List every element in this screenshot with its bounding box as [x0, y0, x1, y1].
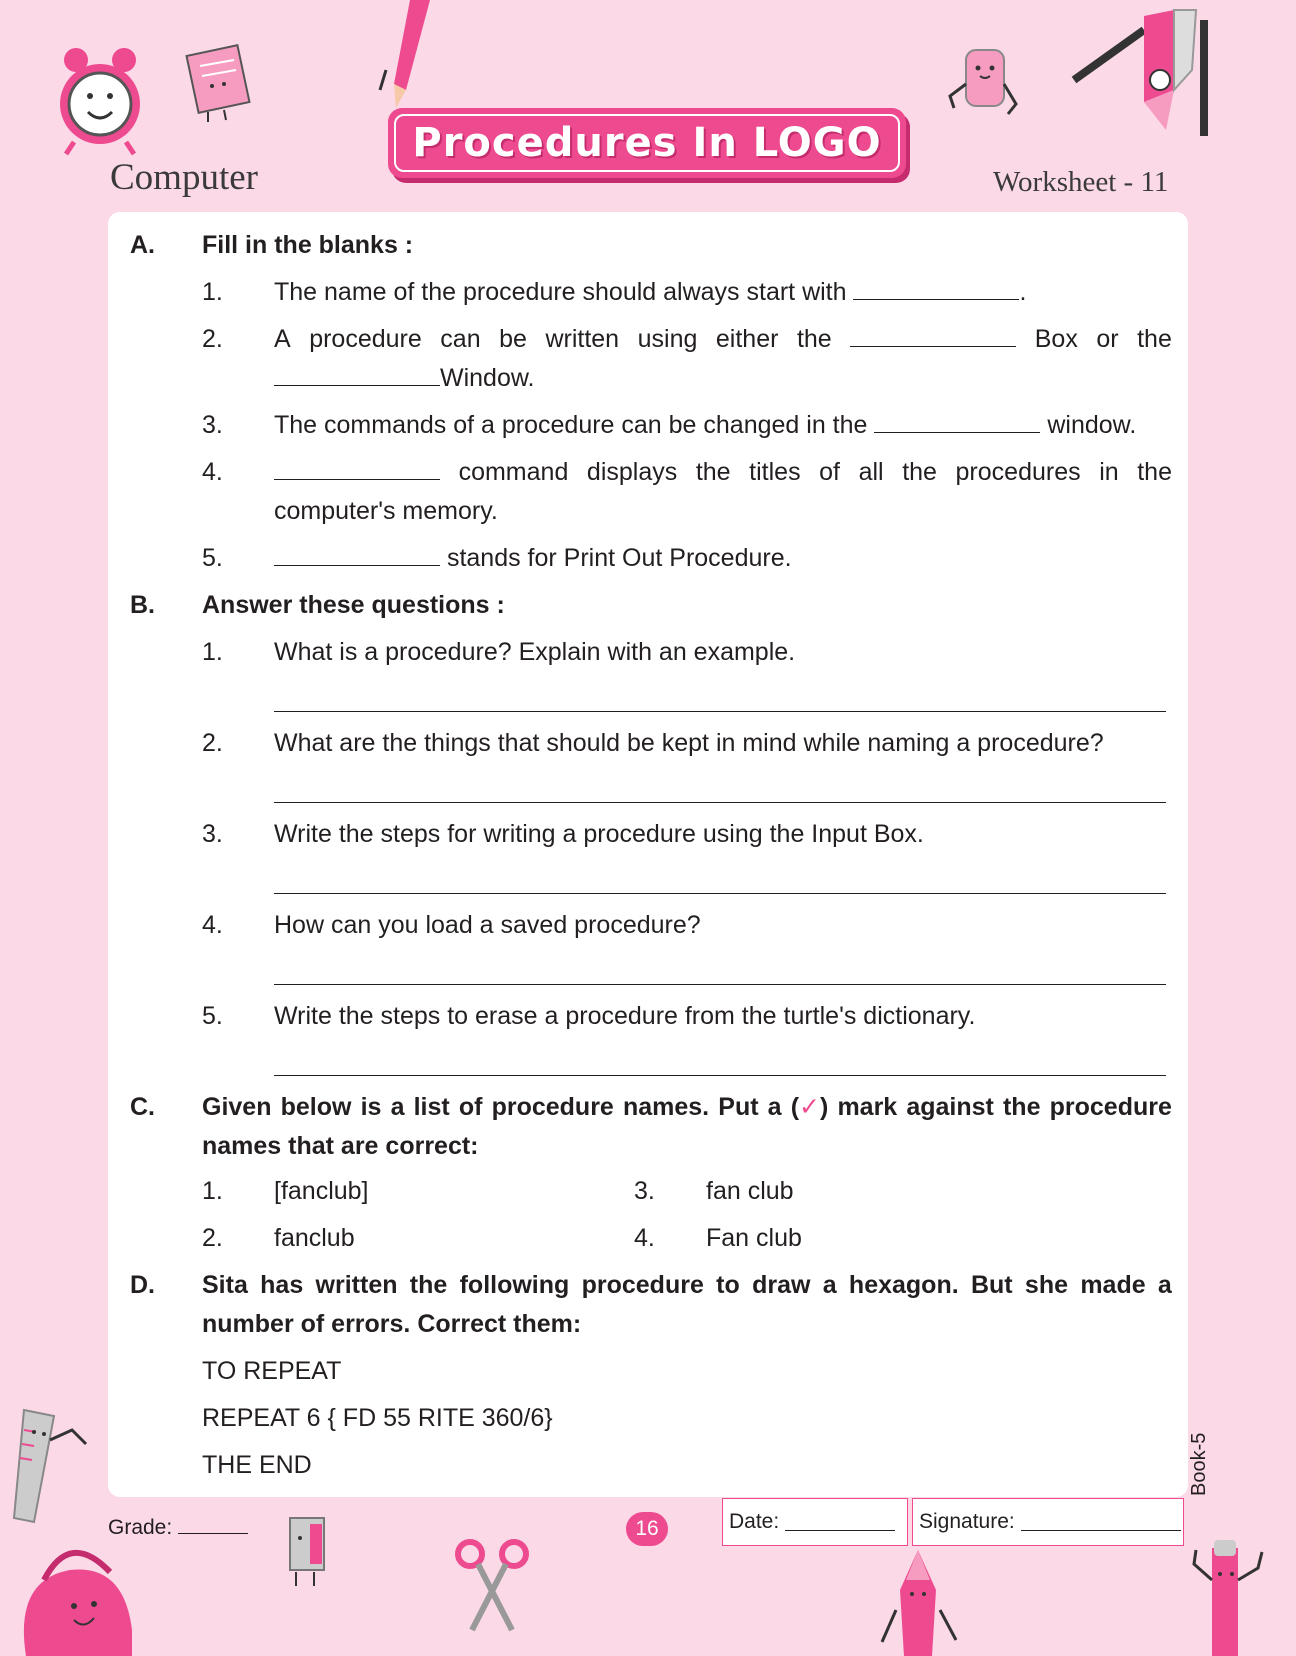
b-q5-answer-line[interactable]	[274, 1075, 1166, 1076]
notepad-icon	[178, 46, 258, 126]
eraser-icon	[944, 44, 1024, 124]
c-option-2-num: 2.	[202, 1224, 223, 1252]
word: be	[499, 325, 527, 353]
alarm-clock-icon	[54, 46, 144, 156]
b-q1-text: What is a procedure? Explain with an example.	[274, 638, 796, 666]
a-q1-blank[interactable]	[853, 277, 1019, 300]
section-a-letter: A.	[130, 231, 155, 259]
b-q2-num: 2.	[202, 729, 223, 757]
word: against	[906, 1093, 994, 1121]
a-q4-line2: computer's memory.	[274, 497, 498, 525]
grade-field[interactable]	[108, 1516, 248, 1540]
word: below	[280, 1093, 352, 1121]
c-option-4[interactable]: Fan club	[706, 1224, 802, 1252]
a-q2-num: 2.	[202, 325, 223, 353]
subject-label: Computer	[110, 157, 258, 198]
word: the	[902, 458, 937, 486]
section-c-letter: C.	[130, 1093, 155, 1121]
section-c-heading-line1	[202, 1092, 1172, 1122]
c-option-4-num: 4.	[634, 1224, 655, 1252]
word: the	[1137, 325, 1172, 353]
b-q3-num: 3.	[202, 820, 223, 848]
section-b-heading: Answer these questions :	[202, 591, 505, 619]
bag-icon	[14, 1520, 144, 1656]
book-label: Book-5	[1188, 1432, 1210, 1496]
b-q4-num: 4.	[202, 911, 223, 939]
check-icon: ✓	[799, 1093, 820, 1121]
b-q2-text: What are the things that should be kept in mind while naming a procedure?	[274, 729, 1104, 757]
word: is	[360, 1093, 382, 1121]
b-q1-num: 1.	[202, 638, 223, 666]
grade-blank[interactable]	[178, 1517, 248, 1534]
word: of	[819, 458, 841, 486]
pen-icon	[1192, 1540, 1266, 1656]
signature-label: Signature:	[919, 1510, 1015, 1533]
word: following	[459, 1271, 570, 1299]
word: made	[1080, 1271, 1146, 1299]
pencil-icon	[380, 0, 440, 110]
word: list	[413, 1093, 450, 1121]
a-q2-blank-1[interactable]	[850, 324, 1016, 347]
c-option-3-num: 3.	[634, 1177, 655, 1205]
word: written	[315, 1271, 398, 1299]
section-d-letter: D.	[130, 1271, 155, 1299]
date-blank[interactable]	[785, 1514, 895, 1531]
code-line-3: THE END	[202, 1451, 312, 1479]
word: the	[409, 1271, 448, 1299]
section-a-heading: Fill in the blanks :	[202, 231, 414, 259]
section-d-line1	[202, 1270, 1172, 1300]
b-q5-num: 5.	[202, 1002, 223, 1030]
word: titles	[749, 458, 801, 486]
word: to	[716, 1271, 740, 1299]
date-box[interactable]	[722, 1498, 908, 1546]
a-q3-text	[274, 410, 1136, 440]
tick-mark-group	[791, 1092, 829, 1122]
page-number: 16	[626, 1512, 668, 1546]
word: a	[1157, 1271, 1172, 1299]
grade-label: Grade:	[108, 1516, 173, 1539]
word: can	[440, 325, 481, 353]
a-q1-text	[274, 277, 1026, 307]
ruler-icon	[10, 1410, 90, 1530]
b-q3-answer-line[interactable]	[274, 893, 1166, 894]
date-label: Date:	[729, 1510, 780, 1533]
a-q4-num: 4.	[202, 458, 223, 486]
a-q3-blank[interactable]	[874, 410, 1040, 433]
word: the	[1002, 1093, 1041, 1121]
a-q3-after: window.	[1047, 411, 1137, 439]
word: in	[1099, 458, 1119, 486]
word: Given	[202, 1093, 272, 1121]
word: she	[1024, 1271, 1069, 1299]
title-banner	[388, 108, 906, 178]
word: procedure	[581, 1271, 704, 1299]
word: has	[260, 1271, 304, 1299]
worksheet-number: Worksheet - 11	[993, 166, 1169, 198]
a-q1-after: .	[1019, 278, 1027, 306]
sharpener-icon	[280, 1516, 340, 1588]
a-q4-line1	[274, 457, 1172, 487]
page-title: Procedures In LOGO	[412, 120, 882, 166]
section-d-line2: number of errors. Correct them:	[202, 1310, 582, 1338]
c-option-1[interactable]: [fanclub]	[274, 1177, 369, 1205]
word: procedures	[955, 458, 1081, 486]
b-q3-text: Write the steps for writing a procedure using the Input Box.	[274, 820, 924, 848]
b-q1-answer-line[interactable]	[274, 711, 1166, 712]
section-c-heading-line2: names that are correct:	[202, 1132, 479, 1160]
word: all	[858, 458, 884, 486]
a-q2-line2	[274, 363, 534, 393]
c-option-3[interactable]: fan club	[706, 1177, 794, 1205]
code-line-2: REPEAT 6 { FD 55 RITE 360/6}	[202, 1404, 553, 1432]
a-q5-num: 5.	[202, 544, 223, 572]
word: a	[390, 1093, 405, 1121]
word: Put	[718, 1093, 759, 1121]
a-q3-before: The commands of a procedure can be changed in the	[274, 411, 868, 439]
a-q2-blank-2[interactable]	[274, 363, 440, 386]
c-option-1-num: 1.	[202, 1177, 223, 1205]
word: Sita	[202, 1271, 248, 1299]
b-q5-text: Write the steps to erase a procedure from the turtle's dictionary.	[274, 1002, 976, 1030]
word: command	[458, 458, 569, 486]
word: names.	[622, 1093, 710, 1121]
word: (	[790, 1093, 800, 1121]
c-option-2[interactable]: fanclub	[274, 1224, 355, 1252]
a-q2-line1	[274, 324, 1172, 354]
word: the	[695, 458, 731, 486]
pencils-icon	[1074, 10, 1214, 140]
word: draw	[752, 1271, 811, 1299]
scissors-icon	[454, 1536, 534, 1636]
a-q1-before: The name of the procedure should always start with	[274, 278, 847, 306]
word: the	[796, 325, 832, 353]
word: procedure	[309, 325, 422, 353]
word: or	[1096, 325, 1119, 353]
word: Box	[1034, 325, 1078, 353]
word: procedure	[491, 1093, 614, 1121]
signature-blank[interactable]	[1021, 1514, 1181, 1531]
word: A	[274, 325, 291, 353]
a-q5-blank[interactable]	[274, 543, 440, 566]
b-q4-text: How can you load a saved procedure?	[274, 911, 701, 939]
a-q1-num: 1.	[202, 278, 223, 306]
word: of	[458, 1093, 483, 1121]
section-b-letter: B.	[130, 591, 155, 619]
word: mark	[837, 1093, 898, 1121]
word: displays	[586, 458, 678, 486]
word: )	[819, 1093, 829, 1121]
word: Window.	[440, 364, 535, 392]
a-q4-blank[interactable]	[274, 457, 440, 480]
word: But	[970, 1271, 1013, 1299]
b-q2-answer-line[interactable]	[274, 802, 1166, 803]
signature-box[interactable]	[912, 1498, 1184, 1546]
a-q5-text	[274, 543, 792, 573]
worksheet-card	[108, 212, 1188, 1497]
word: written	[545, 325, 620, 353]
crayon-icon	[882, 1550, 962, 1656]
word: a	[767, 1093, 782, 1121]
word: a	[822, 1271, 837, 1299]
a-q5-after: stands for Print Out Procedure.	[446, 544, 792, 572]
b-q4-answer-line[interactable]	[274, 984, 1166, 985]
word: the	[1137, 458, 1172, 486]
a-q3-num: 3.	[202, 411, 223, 439]
word: either	[715, 325, 779, 353]
word: procedure	[1049, 1093, 1172, 1121]
word: using	[637, 325, 698, 353]
code-line-1: TO REPEAT	[202, 1357, 342, 1385]
word: hexagon.	[848, 1271, 959, 1299]
